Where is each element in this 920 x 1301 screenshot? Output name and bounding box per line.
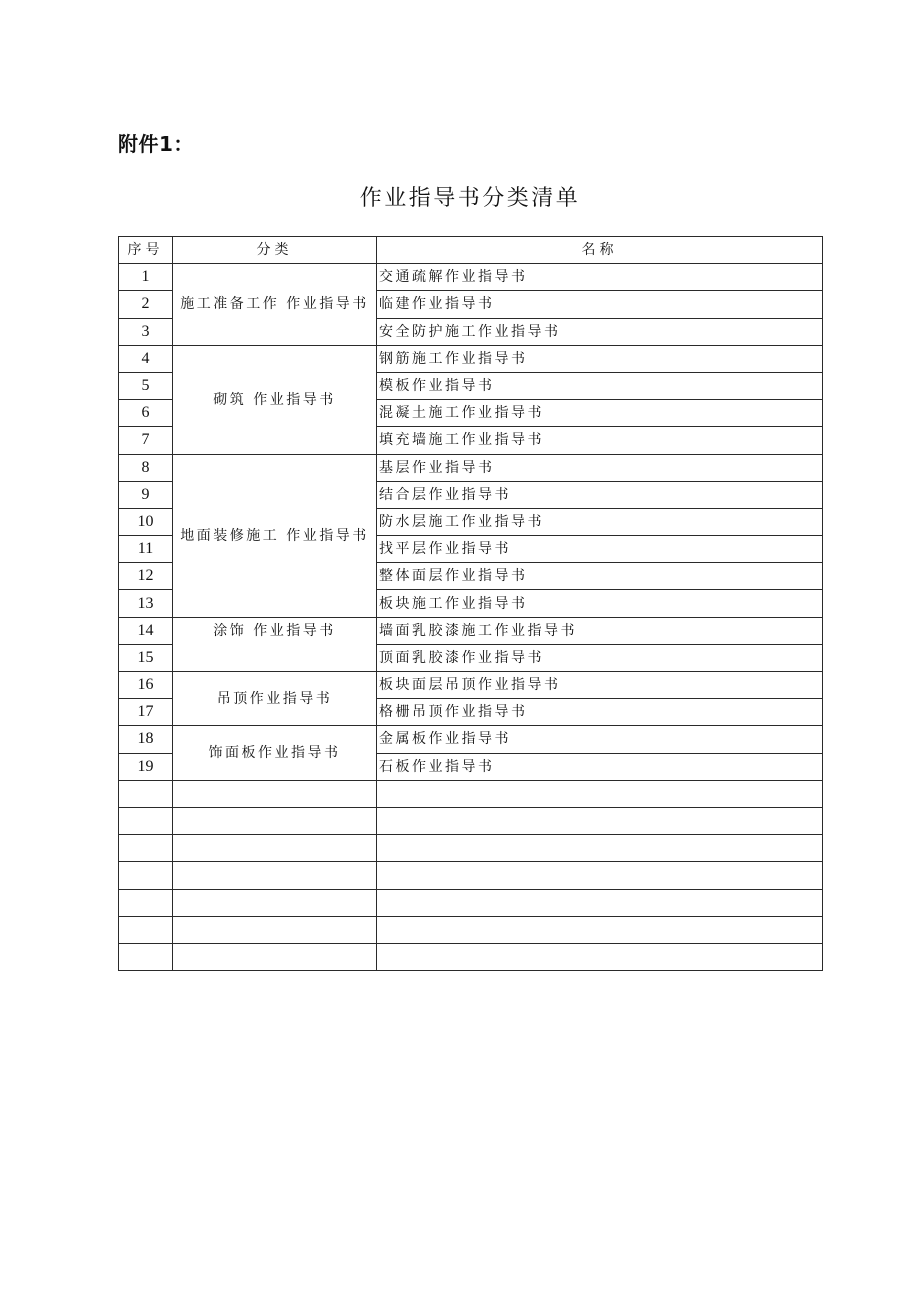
empty-cell — [173, 780, 377, 807]
name-cell: 墙面乳胶漆施工作业指导书 — [377, 617, 823, 644]
category-cell: 地面装修施工 作业指导书 — [173, 454, 377, 617]
table-row — [119, 726, 823, 753]
empty-cell — [377, 780, 823, 807]
name-cell: 顶面乳胶漆作业指导书 — [377, 644, 823, 671]
name-cell: 钢筋施工作业指导书 — [377, 345, 823, 372]
seq-cell: 17 — [119, 699, 173, 726]
name-cell: 金属板作业指导书 — [377, 726, 823, 753]
attachment-label: 附件1： — [118, 132, 194, 156]
seq-cell: 10 — [119, 508, 173, 535]
name-cell: 基层作业指导书 — [377, 454, 823, 481]
seq-cell: 12 — [119, 563, 173, 590]
empty-cell — [377, 835, 823, 862]
name-cell: 板块面层吊顶作业指导书 — [377, 672, 823, 699]
table-row — [119, 454, 823, 481]
name-cell: 整体面层作业指导书 — [377, 563, 823, 590]
empty-cell — [377, 943, 823, 970]
seq-cell: 3 — [119, 318, 173, 345]
empty-row — [119, 862, 823, 889]
name-cell: 找平层作业指导书 — [377, 536, 823, 563]
seq-cell: 4 — [119, 345, 173, 372]
page-title: 作业指导书分类清单 — [359, 186, 581, 211]
category-cell: 砌筑 作业指导书 — [173, 345, 377, 454]
table-row — [119, 672, 823, 699]
empty-cell — [377, 889, 823, 916]
seq-cell: 16 — [119, 672, 173, 699]
empty-cell — [119, 943, 173, 970]
seq-cell: 14 — [119, 617, 173, 644]
name-cell: 临建作业指导书 — [377, 291, 823, 318]
name-cell: 结合层作业指导书 — [377, 481, 823, 508]
seq-cell: 5 — [119, 372, 173, 399]
name-cell: 板块施工作业指导书 — [377, 590, 823, 617]
empty-row — [119, 889, 823, 916]
seq-cell: 6 — [119, 400, 173, 427]
empty-row — [119, 835, 823, 862]
empty-cell — [173, 862, 377, 889]
seq-cell: 13 — [119, 590, 173, 617]
table-row — [119, 617, 823, 644]
empty-row — [119, 916, 823, 943]
empty-row — [119, 807, 823, 834]
empty-cell — [377, 807, 823, 834]
empty-cell — [119, 889, 173, 916]
empty-row — [119, 780, 823, 807]
seq-cell: 8 — [119, 454, 173, 481]
table-header-row — [119, 237, 823, 264]
empty-cell — [119, 916, 173, 943]
empty-cell — [377, 916, 823, 943]
header-seq: 序号 — [119, 237, 173, 264]
name-cell: 模板作业指导书 — [377, 372, 823, 399]
header-category: 分类 — [173, 237, 377, 264]
empty-cell — [119, 807, 173, 834]
empty-cell — [119, 780, 173, 807]
seq-cell: 2 — [119, 291, 173, 318]
table-row — [119, 264, 823, 291]
empty-cell — [173, 807, 377, 834]
name-cell: 填充墙施工作业指导书 — [377, 427, 823, 454]
header-name: 名称 — [377, 237, 823, 264]
empty-cell — [119, 835, 173, 862]
name-cell: 安全防护施工作业指导书 — [377, 318, 823, 345]
empty-cell — [173, 835, 377, 862]
seq-cell: 9 — [119, 481, 173, 508]
empty-cell — [173, 889, 377, 916]
empty-cell — [119, 862, 173, 889]
seq-cell: 1 — [119, 264, 173, 291]
seq-cell: 7 — [119, 427, 173, 454]
category-cell: 饰面板作业指导书 — [173, 726, 377, 780]
name-cell: 石板作业指导书 — [377, 753, 823, 780]
name-cell: 混凝土施工作业指导书 — [377, 400, 823, 427]
empty-cell — [173, 916, 377, 943]
table-row — [119, 345, 823, 372]
seq-cell: 19 — [119, 753, 173, 780]
category-cell: 吊顶作业指导书 — [173, 672, 377, 726]
category-cell: 涂饰 作业指导书 — [173, 617, 377, 671]
empty-row — [119, 943, 823, 970]
classification-table — [118, 236, 823, 971]
name-cell: 格栅吊顶作业指导书 — [377, 699, 823, 726]
empty-cell — [173, 943, 377, 970]
seq-cell: 15 — [119, 644, 173, 671]
seq-cell: 11 — [119, 536, 173, 563]
name-cell: 防水层施工作业指导书 — [377, 508, 823, 535]
name-cell: 交通疏解作业指导书 — [377, 264, 823, 291]
seq-cell: 18 — [119, 726, 173, 753]
category-cell: 施工准备工作 作业指导书 — [173, 264, 377, 346]
empty-cell — [377, 862, 823, 889]
